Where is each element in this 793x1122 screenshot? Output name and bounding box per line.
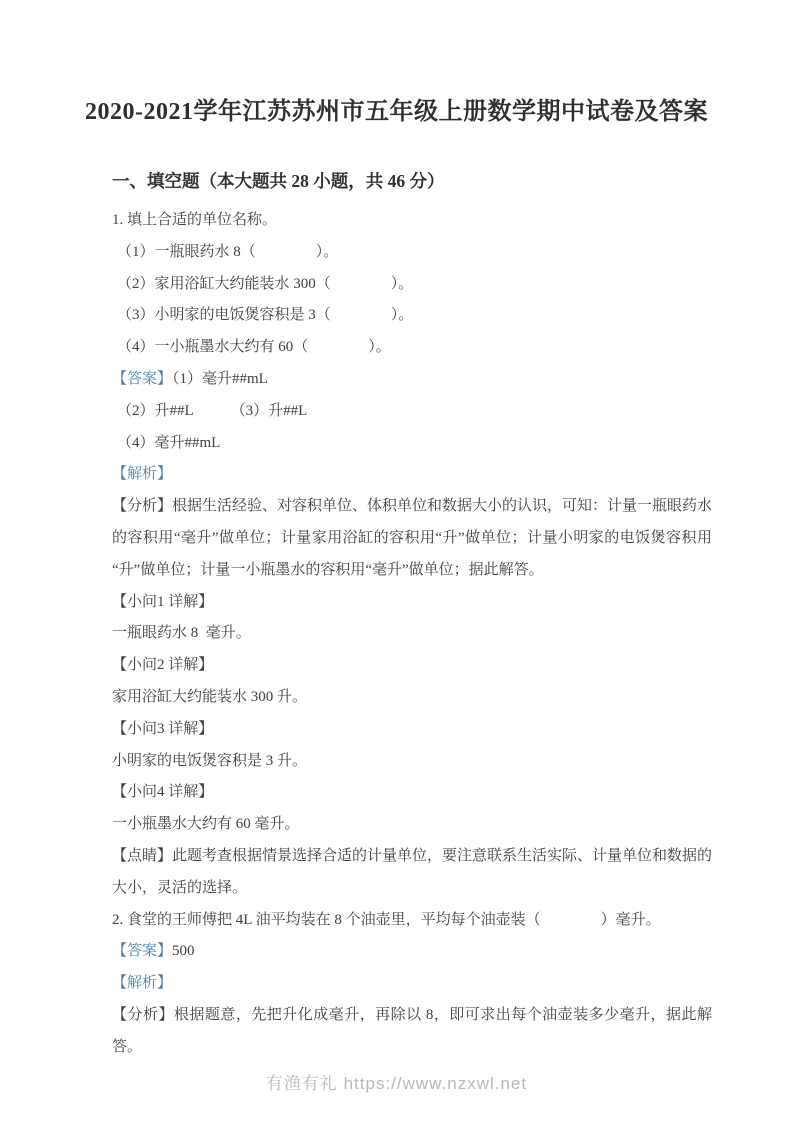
bracket-label: 【解析】 — [112, 466, 173, 483]
detail-4-text — [112, 809, 712, 841]
answer-1-line-3 — [112, 428, 712, 460]
text-content: （4）一小瓶墨水大约有 60（ ）。 — [117, 339, 391, 356]
text-content: 500 — [172, 943, 195, 960]
analysis-2-body — [112, 1000, 712, 1064]
text-content: 小明家的电饭煲容积是 3 升。 — [112, 752, 308, 769]
text-content: 一小瓶墨水大约有 60 毫升。 — [112, 816, 300, 833]
text-content: （3）小明家的电饭煲容积是 3（ ）。 — [117, 307, 414, 324]
text-content: （1）毫升##mL — [172, 370, 268, 387]
text-content: 【点睛】此题考查根据情景选择合适的计量单位，要注意联系生活实际、计量单位和数据的大小，灵活的选择。 — [112, 847, 713, 896]
question-1-sub-3 — [112, 300, 712, 332]
bracket-label: 【答案】 — [112, 943, 173, 960]
tip-1 — [112, 841, 712, 905]
text-content: 1. 填上合适的单位名称。 — [112, 212, 278, 228]
detail-2-heading — [112, 650, 712, 682]
text-content: 家用浴缸大约能装水 300 升。 — [112, 688, 308, 705]
text-content: （2）家用浴缸大约能装水 300（ ）。 — [117, 275, 414, 292]
detail-3-heading — [112, 714, 712, 746]
text-content: 【分析】根据生活经验、对容积单位、体积单位和数据大小的认识，可知：计量一瓶眼药水的容积用“毫升”做单位；计量家用浴缸的容积用“升”做单位；计量小明家的电饭煲容积用“升”做单位；计量一小瓶墨水的容积用“毫升”做单位；据此解答。 — [112, 498, 713, 578]
content-area — [112, 205, 712, 1064]
answer-1-line-1 — [112, 364, 712, 396]
question-2 — [112, 905, 712, 937]
text-content: （4）毫升##mL — [117, 434, 221, 451]
text-content: 【分析】根据题意，先把升化成毫升，再除以 8，即可求出每个油壶装多少毫升，据此解答。 — [112, 1006, 712, 1055]
bracket-label: 【解析】 — [112, 975, 173, 992]
bracket-label: 【答案】 — [112, 370, 173, 387]
question-1-sub-1 — [112, 237, 712, 269]
watermark-footer: 有渔有礼 https://www.nzxwl.net — [265, 1074, 528, 1093]
question-1 — [112, 205, 712, 237]
detail-1-text — [112, 618, 712, 650]
answer-1-line-2 — [112, 396, 712, 428]
detail-3-text — [112, 746, 712, 778]
text-content: 2. 食堂的王师傅把 4L 油平均装在 8 个油壶里，平均每个油壶装（ ）毫升。 — [112, 911, 661, 928]
text-content: 一瓶眼药水 8 毫升。 — [112, 625, 251, 642]
detail-1-heading — [112, 587, 712, 619]
page-title: 2020-2021学年江苏苏州市五年级上册数学期中试卷及答案 — [85, 99, 708, 125]
analysis-2-label — [112, 968, 712, 1000]
text-content: 【小问2 详解】 — [112, 657, 214, 674]
question-1-sub-2 — [112, 269, 712, 301]
text-content: 【小问4 详解】 — [112, 784, 214, 801]
text-content: （1）一瓶眼药水 8（ ）。 — [117, 243, 339, 260]
text-content: 【小问1 详解】 — [112, 593, 214, 610]
analysis-1-body — [112, 491, 712, 586]
text-content: 【小问3 详解】 — [112, 720, 214, 737]
detail-2-text — [112, 682, 712, 714]
section-heading: 一、填空题（本大题共 28 小题，共 46 分） — [112, 171, 445, 191]
question-1-sub-4 — [112, 332, 712, 364]
text-content: （2）升##L （3）升##L — [117, 402, 308, 419]
detail-4-heading — [112, 777, 712, 809]
answer-2 — [112, 936, 712, 968]
analysis-1-label — [112, 459, 712, 491]
